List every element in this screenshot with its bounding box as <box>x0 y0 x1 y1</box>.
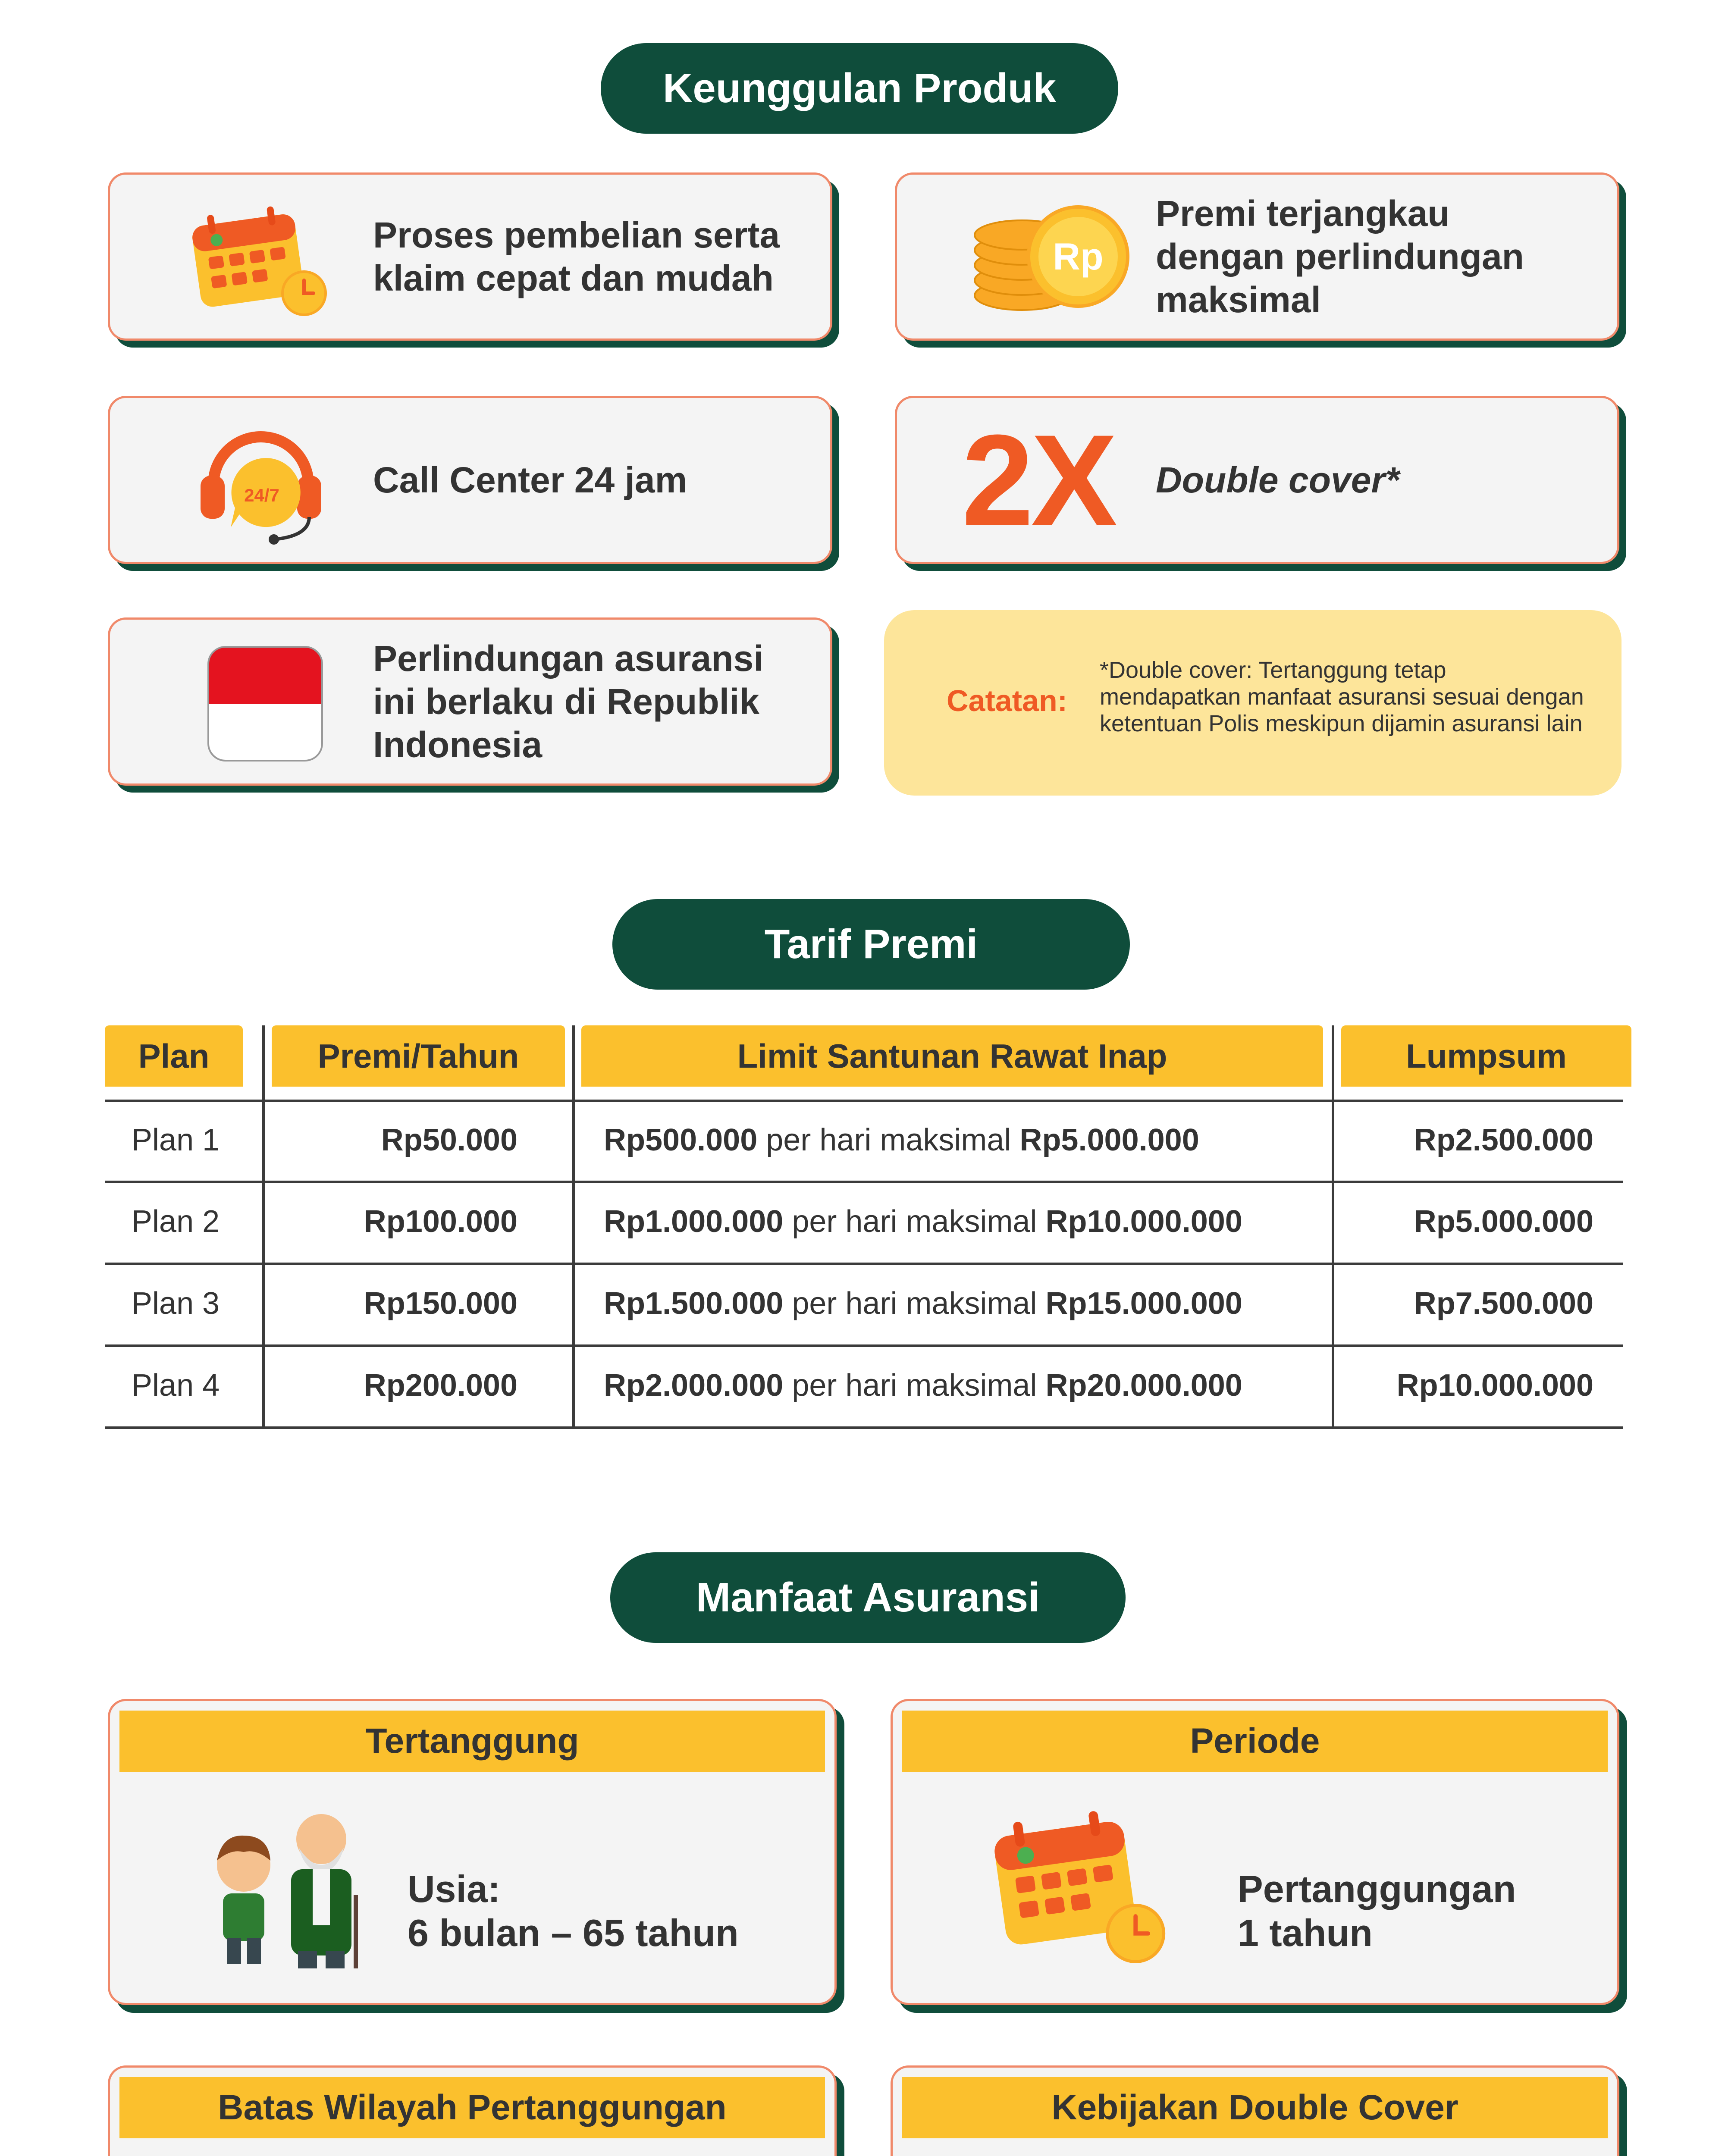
feature-text: Call Center 24 jam <box>373 460 687 500</box>
table-divider <box>262 1025 265 1429</box>
calendar-icon <box>979 1800 1177 1973</box>
family-icon <box>196 1809 377 1973</box>
premi-cell: Rp100.000 <box>364 1204 518 1239</box>
note-box <box>884 610 1622 796</box>
benefit-box-tertanggung <box>108 1699 837 2005</box>
benefit-title: Kebijakan Double Cover <box>902 2077 1608 2138</box>
table-row-divider <box>105 1181 1623 1183</box>
benefit-box-periode <box>891 1699 1619 2005</box>
table-header-limit: Limit Santunan Rawat Inap <box>581 1025 1323 1087</box>
premi-cell: Rp150.000 <box>364 1286 518 1321</box>
section-title-tarif: Tarif Premi <box>612 899 1130 990</box>
double-cover-badge: 2X <box>962 407 1115 552</box>
section-title-manfaat: Manfaat Asuransi <box>610 1552 1126 1643</box>
table-divider <box>572 1025 575 1429</box>
table-header-plan: Plan <box>105 1025 243 1087</box>
premi-cell: Rp50.000 <box>381 1123 518 1157</box>
lumpsum-cell: Rp7.500.000 <box>1414 1286 1593 1321</box>
premi-cell: Rp200.000 <box>364 1368 518 1403</box>
plan-cell: Plan 2 <box>132 1204 220 1239</box>
calendar-icon <box>179 201 343 321</box>
benefit-text: Pertanggungan 1 tahun <box>1238 1868 1516 1954</box>
table-divider <box>1332 1025 1334 1429</box>
table-row-divider <box>105 1100 1623 1102</box>
rupiah-coins-icon <box>962 196 1143 326</box>
benefit-title: Tertanggung <box>119 1711 825 1772</box>
svg-text:Rp: Rp <box>1053 235 1104 278</box>
feature-text: Proses pembelian serta klaim cepat dan mudah <box>373 215 780 298</box>
lumpsum-cell: Rp10.000.000 <box>1396 1368 1593 1403</box>
benefit-title: Batas Wilayah Pertanggungan <box>119 2077 825 2138</box>
plan-cell: Plan 1 <box>132 1123 220 1157</box>
feature-text: Double cover* <box>1156 460 1399 500</box>
note-label: Catatan: <box>947 684 1068 718</box>
limit-cell: Rp2.000.000 per hari maksimal Rp20.000.000 <box>604 1368 1242 1403</box>
table-row-divider <box>105 1344 1623 1347</box>
feature-card-coverage-region <box>108 617 832 786</box>
benefit-box-wilayah <box>108 2065 837 2156</box>
lumpsum-cell: Rp5.000.000 <box>1414 1204 1593 1239</box>
limit-cell: Rp500.000 per hari maksimal Rp5.000.000 <box>604 1123 1199 1157</box>
plan-cell: Plan 3 <box>132 1286 220 1321</box>
table-row-divider <box>105 1426 1623 1429</box>
indonesia-flag-icon <box>205 643 326 764</box>
feature-card-premium <box>895 172 1619 341</box>
benefit-text: Usia: 6 bulan – 65 tahun <box>408 1868 739 1954</box>
lumpsum-cell: Rp2.500.000 <box>1414 1123 1593 1157</box>
table-header-lumpsum: Lumpsum <box>1341 1025 1631 1087</box>
limit-cell: Rp1.000.000 per hari maksimal Rp10.000.000 <box>604 1204 1242 1239</box>
section-title-keunggulan: Keunggulan Produk <box>601 43 1118 134</box>
limit-cell: Rp1.500.000 per hari maksimal Rp15.000.000 <box>604 1286 1242 1321</box>
feature-card-callcenter <box>108 396 832 564</box>
plan-cell: Plan 4 <box>132 1368 220 1403</box>
feature-card-double-cover <box>895 396 1619 564</box>
feature-text: Premi terjangkau dengan perlindungan maksimal <box>1156 193 1524 320</box>
benefit-box-double-cover <box>891 2065 1619 2156</box>
feature-text: Perlindungan asuransi ini berlaku di Republik Indonesia <box>373 638 764 765</box>
note-text: *Double cover: Tertanggung tetap mendapatkan manfaat asuransi sesuai dengan ketentuan Polis meskipun dijamin asuransi lain <box>1100 657 1584 736</box>
table-row-divider <box>105 1263 1623 1265</box>
svg-text:24/7: 24/7 <box>244 485 279 505</box>
table-header-premi: Premi/Tahun <box>272 1025 565 1087</box>
benefit-title: Periode <box>902 1711 1608 1772</box>
feature-card-purchase <box>108 172 832 341</box>
headset-24-7-icon <box>188 420 334 549</box>
